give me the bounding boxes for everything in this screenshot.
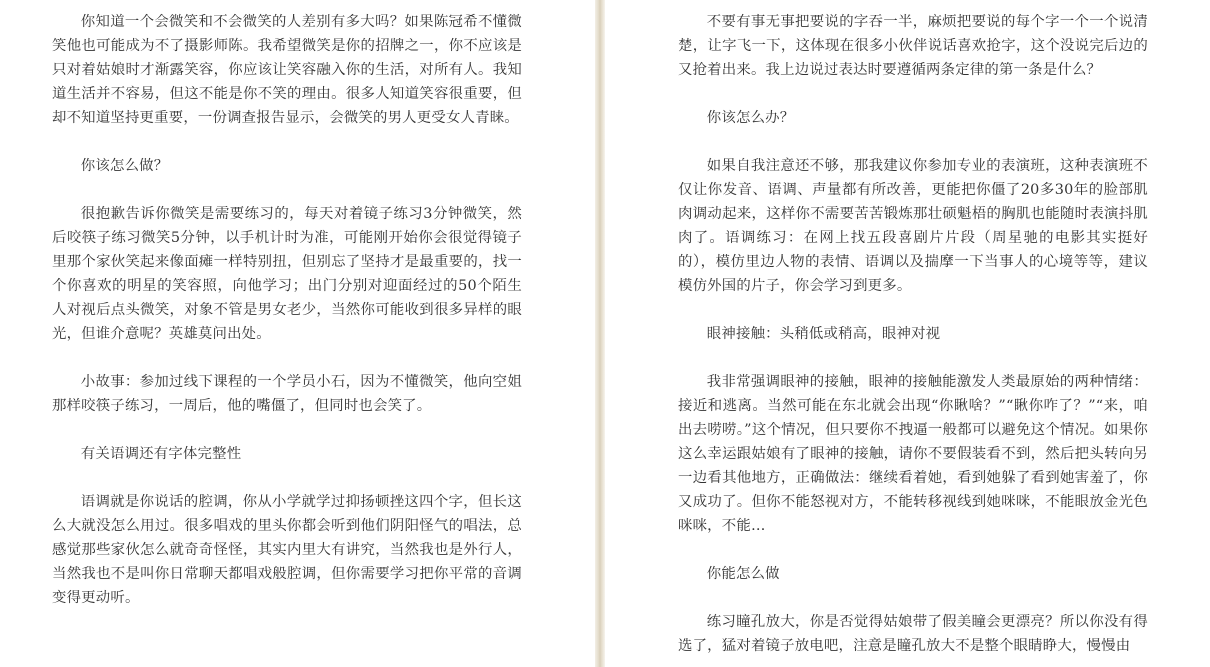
paragraph: 小故事：参加过线下课程的一个学员小石，因为不懂微笑，他向空姐那样咬筷子练习，一周后，他的嘴僵了，但同时也会笑了。 [52, 374, 522, 414]
right-page [605, 0, 1210, 667]
right-page-text [678, 10, 1148, 658]
book-gutter [595, 0, 605, 667]
left-page [0, 0, 595, 667]
section-heading: 你该怎么做？ [80, 158, 169, 174]
paragraph: 如果自我注意还不够，那我建议你参加专业的表演班，这种表演班不仅让你发音、语调、声量都有所改善，更能把你僵了20多30年的脸部肌肉调动起来，这样你不需要苦苦锻炼那壮硕魁梧的胸肌也能随时表演抖肌肉了。语调练习：在网上找五段喜剧片片段（周星驰的电影其实挺好的），模仿里边人物的表情、语调以及揣摩一下当事人的心境等等，建议模仿外国的片子，你会学习到更多。 [678, 158, 1148, 294]
section-heading: 你能怎么做 [706, 566, 780, 582]
left-page-text [52, 10, 522, 610]
paragraph: 不要有事无事把要说的字吞一半，麻烦把要说的每个字一个一个说清楚，让字飞一下，这体现在很多小伙伴说话喜欢抢字，这个没说完后边的又抢着出来。我上边说过表达时要遵循两条定律的第一条是什么？ [678, 14, 1148, 78]
paragraph: 我非常强调眼神的接触，眼神的接触能激发人类最原始的两种情绪：接近和逃离。当然可能在东北就会出现“你瞅啥？”“瞅你咋了？”“来，咱出去唠唠。”这个情况，但只要你不拽逼一般都可以避免这个情况。如果你这么幸运跟姑娘有了眼神的接触，请你不要假装看不到，然后把头转向另一边看其他地方，正确做法：继续看着她，看到她躲了看到她害羞了，你又成功了。但你不能怒视对方，不能转移视线到她咪咪，不能眼放金光色咪咪，不能… [678, 374, 1148, 534]
paragraph: 很抱歉告诉你微笑是需要练习的，每天对着镜子练习3分钟微笑，然后咬筷子练习微笑5分钟，以手机计时为准，可能刚开始你会很觉得镜子里那个家伙笑起来像面瘫一样特别扭，但别忘了坚持才是最重要的，找一个你喜欢的明星的笑容照，向他学习；出门分别对迎面经过的50个陌生人对视后点头微笑，对象不管是男女老少，当然你可能收到很多异样的眼光，但谁介意呢？英雄莫问出处。 [52, 206, 522, 342]
section-heading: 你该怎么办？ [706, 110, 795, 126]
section-heading: 眼神接触：头稍低或稍高，眼神对视 [706, 326, 941, 342]
paragraph: 你知道一个会微笑和不会微笑的人差别有多大吗？如果陈冠希不懂微笑他也可能成为不了摄影师陈。我希望微笑是你的招牌之一，你不应该是只对着姑娘时才渐露笑容，你应该让笑容融入你的生活，对所有人。我知道生活并不容易，但这不能是你不笑的理由。很多人知道笑容很重要，但却不知道坚持更重要，一份调查报告显示，会微笑的男人更受女人青睐。 [52, 14, 522, 126]
section-heading: 有关语调还有字体完整性 [80, 446, 242, 462]
paragraph: 练习瞳孔放大，你是否觉得姑娘带了假美瞳会更漂亮？所以你没有得选了，猛对着镜子放电吧，注意是瞳孔放大不是整个眼睛睁大，慢慢由 [678, 614, 1148, 654]
paragraph: 语调就是你说话的腔调，你从小学就学过抑扬顿挫这四个字，但长这么大就没怎么用过。很多唱戏的里头你都会听到他们阴阳怪气的唱法，总感觉那些家伙怎么就奇奇怪怪，其实内里大有讲究，当然我也是外行人，当然我也不是叫你日常聊天都唱戏般腔调，但你需要学习把你平常的音调变得更动听。 [52, 494, 522, 606]
